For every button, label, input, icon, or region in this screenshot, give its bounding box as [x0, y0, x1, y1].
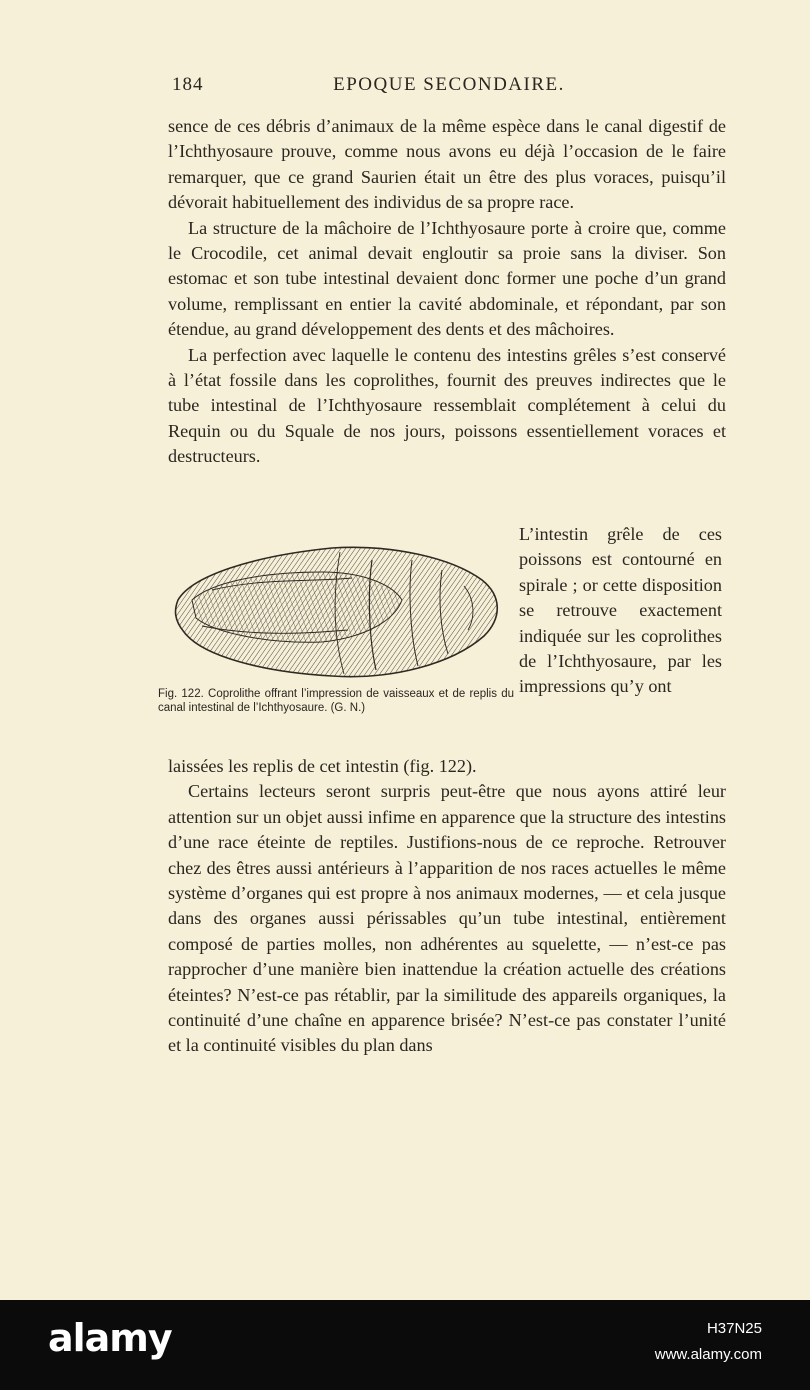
- body-text-bottom: [168, 754, 726, 1059]
- paragraph-continuation: laissées les replis de cet intestin (fig. 122).: [168, 756, 477, 776]
- paragraph: La perfection avec laquelle le contenu des intestins grêles s’est conservé à l’état fossile dans les coprolithes, fournit des preuves indirectes que le tube intestinal de l’Ichthyosaure ressemblait complétement à celui du Requin ou du Squale de nos jours, poissons essentiellement voraces et destructeurs.: [168, 344, 726, 467]
- running-title: EPOQUE SECONDAIRE.: [333, 74, 565, 95]
- paragraph: Certains lecteurs seront surpris peut-être que nous ayons attiré leur attention sur un objet aussi infime en apparence que la structure des intestins d’une race éteinte de reptiles. Justifions-nous de ce reproche. Retrouver chez des êtres aussi antérieurs à l’apparition de nos races actuelles le même système d’organes qui est propre à nos animaux modernes, — et cela jusque dans des organes aussi périssables qu’un tube intestinal, entièrement composé de parties molles, non adhérentes au squelette, — n’est-ce pas rapprocher d’une manière bien inattendue la création actuelle des créations éteintes? N’est-ce pas rétablir, par la similitude des appareils organiques, la continuité d’une chaîne en apparence brisée? N’est-ce pas constater l’unité et la continuité visibles du plan dans: [168, 781, 726, 1056]
- image-id: H37N25: [706, 1320, 762, 1337]
- body-text-top: [168, 114, 726, 470]
- figure-caption: Fig. 122. Coprolithe offrant l’impression de vaisseaux et de replis du canal intestinal de l’Ichthyosaure. (G. N.): [158, 688, 514, 714]
- site-url: www.alamy.com: [654, 1346, 762, 1363]
- side-column-text: L’intestin grêle de ces poissons est contourné en spirale ; or cette disposition se retrouve exactement indiquée sur les coprolithes de l’Ichthyosaure, par les impressions qu’y ont: [519, 524, 722, 697]
- coprolite-figure: [172, 538, 504, 688]
- coprolite-engraving: [172, 538, 504, 688]
- paragraph: sence de ces débris d’animaux de la même espèce dans le canal digestif de l’Ichthyosaure prouve, comme nous avons eu déjà l’occasion de le faire remarquer, que ce grand Saurien était un être des plus voraces, puisqu’il dévorait habituellement des individus de sa propre race.: [168, 116, 726, 213]
- page-number: 184: [172, 74, 204, 95]
- alamy-logo: alamy: [48, 1316, 172, 1360]
- watermark-footer: [0, 1300, 810, 1390]
- paragraph: La structure de la mâchoire de l’Ichthyosaure porte à croire que, comme le Crocodile, cet animal devait engloutir sa proie sans la diviser. Son estomac et son tube intestinal devaient donc former une poche d’un grand volume, remplissant en entier la cavité abdominale, et répondant, par son étendue, au grand développement des dents et des mâchoires.: [168, 217, 726, 340]
